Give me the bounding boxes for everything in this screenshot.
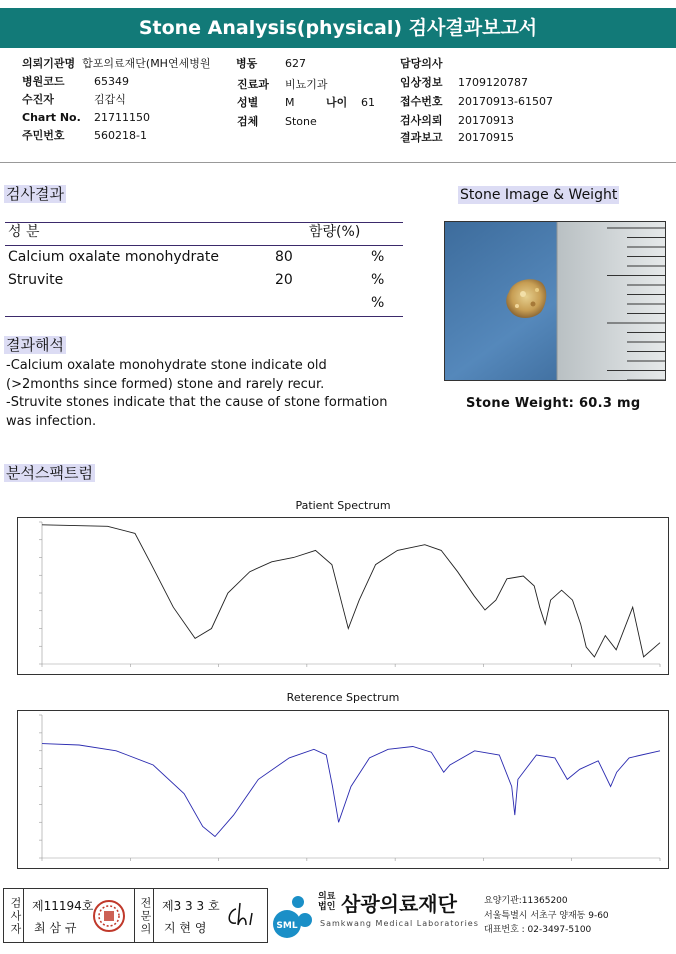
sex-value: M — [285, 96, 295, 109]
results-section-title: 검사결과 — [6, 185, 64, 203]
reference-spectrum-caption: Reterence Spectrum — [286, 691, 400, 704]
row-clinical — [400, 75, 553, 90]
org-code: 요양기관:11365200 — [484, 896, 568, 906]
patient-spectrum-plot — [18, 518, 668, 674]
sml-logo-icon — [272, 892, 314, 940]
specialist-name: 지 현 영 — [164, 921, 207, 935]
org-phone: 대표번호 : 02-3497-5100 — [484, 925, 592, 935]
value-request-date: 20170913 — [458, 114, 514, 127]
spectrum-trace — [42, 744, 660, 837]
inspector-label: 검사자 — [4, 889, 24, 942]
age-value: 61 — [361, 96, 375, 109]
row-patient — [22, 92, 210, 107]
label-resident-no: 주민번호 — [22, 129, 65, 142]
reference-spectrum-chart — [17, 710, 669, 869]
interpretation-title: 결과해석 — [6, 336, 64, 354]
value-hospital-code: 65349 — [94, 75, 129, 88]
stone-photo-image — [445, 222, 666, 381]
result-row-1-unit: % — [371, 249, 385, 265]
reference-spectrum-plot — [18, 711, 668, 868]
age-label: 나이 — [326, 96, 348, 109]
row-receipt — [400, 94, 553, 109]
patient-spectrum-chart — [17, 517, 669, 675]
header-divider — [0, 162, 676, 163]
value-resident-no: 560218-1 — [94, 129, 147, 142]
spectrum-trace — [42, 525, 660, 657]
label-receipt: 접수번호 — [400, 95, 443, 108]
row-chart-no — [22, 110, 210, 125]
dept-label: 진료과 — [237, 78, 269, 91]
spectrum-title: 분석스팩트럼 — [6, 464, 93, 482]
org-name: 삼광의료재단 — [341, 892, 457, 916]
result-row-1-value: 80 — [275, 249, 293, 265]
org-prefix: 의료법인 — [318, 892, 336, 912]
inspector-seal — [92, 899, 126, 933]
label-clinical: 임상정보 — [400, 76, 443, 89]
signature-box — [3, 888, 268, 943]
org-english: Samkwang Medical Laboratories — [320, 919, 479, 928]
col-amount-header: 함량(%) — [309, 224, 361, 240]
value-clinical: 1709120787 — [458, 76, 528, 89]
specialist-number: 제3 3 3 호 — [162, 899, 220, 913]
value-report-date: 20170915 — [458, 131, 514, 144]
interp-line-3: -Struvite stones indicate that the cause of stone formation — [6, 395, 388, 410]
result-row-2-name: Struvite — [8, 272, 64, 288]
inspector-name: 최 삼 규 — [34, 921, 77, 935]
interp-line-2: (>2months since formed) stone and rarely recur. — [6, 376, 325, 392]
sex-label: 성별 — [237, 96, 259, 109]
row-hospital — [22, 56, 210, 71]
value-chart-no: 21711150 — [94, 111, 150, 124]
specialist-signature — [222, 899, 262, 933]
col-component-header: 성 분 — [8, 224, 40, 240]
stone-image-title: Stone Image & Weight — [460, 187, 618, 203]
stone-weight: Stone Weight: 60.3 mg — [466, 396, 641, 411]
header-col1 — [22, 56, 210, 143]
result-row-2-unit: % — [371, 272, 385, 288]
specimen-label: 검체 — [237, 115, 259, 128]
result-row-1-name: Calcium oxalate monohydrate — [8, 249, 219, 265]
dept-value: 비뇨기과 — [285, 78, 328, 91]
table-bottom-rule — [5, 316, 403, 317]
report-title: Stone Analysis(physical) 검사결과보고서 — [0, 8, 676, 48]
stone-photo — [444, 221, 666, 381]
value-patient: 김갑식 — [94, 93, 126, 106]
label-chart-no: Chart No. — [22, 111, 81, 124]
ward-label: 병동 — [236, 57, 258, 70]
patient-spectrum-caption: Patient Spectrum — [295, 499, 391, 512]
label-patient: 수진자 — [22, 93, 54, 106]
interp-line-1: -Calcium oxalate monohydrate stone indicate old — [6, 358, 327, 373]
value-receipt: 20170913-61507 — [458, 95, 553, 108]
spectrum-axis — [42, 522, 660, 664]
label-request-date: 검사의뢰 — [400, 114, 443, 127]
value-hospital: 합포의료재단(MH연세병원 — [82, 57, 211, 70]
label-hospital-code: 병원코드 — [22, 75, 65, 88]
row-report-date — [400, 130, 553, 145]
sml-logo-text: SML — [276, 921, 298, 931]
row-hospital-code — [22, 74, 210, 89]
label-report-date: 결과보고 — [400, 131, 443, 144]
result-row-2-value: 20 — [275, 272, 293, 288]
row-request-date — [400, 113, 553, 128]
specimen-value: Stone — [285, 115, 317, 128]
inspector-number: 제11194호 — [32, 899, 94, 913]
row-resident-no — [22, 128, 210, 143]
org-address: 서울특별시 서초구 양재동 9-60 — [484, 911, 609, 921]
ward-value: 627 — [285, 57, 306, 70]
result-row-3-unit: % — [371, 295, 385, 311]
interp-line-4: was infection. — [6, 413, 97, 429]
row-doctor — [400, 56, 553, 71]
interpretation-text — [6, 357, 426, 431]
header-col3 — [400, 56, 553, 145]
label-hospital: 의뢰기관명 — [22, 57, 76, 70]
label-doctor: 담당의사 — [400, 57, 443, 70]
specialist-label: 전문의 — [134, 889, 154, 942]
table-header-rule — [5, 245, 403, 246]
